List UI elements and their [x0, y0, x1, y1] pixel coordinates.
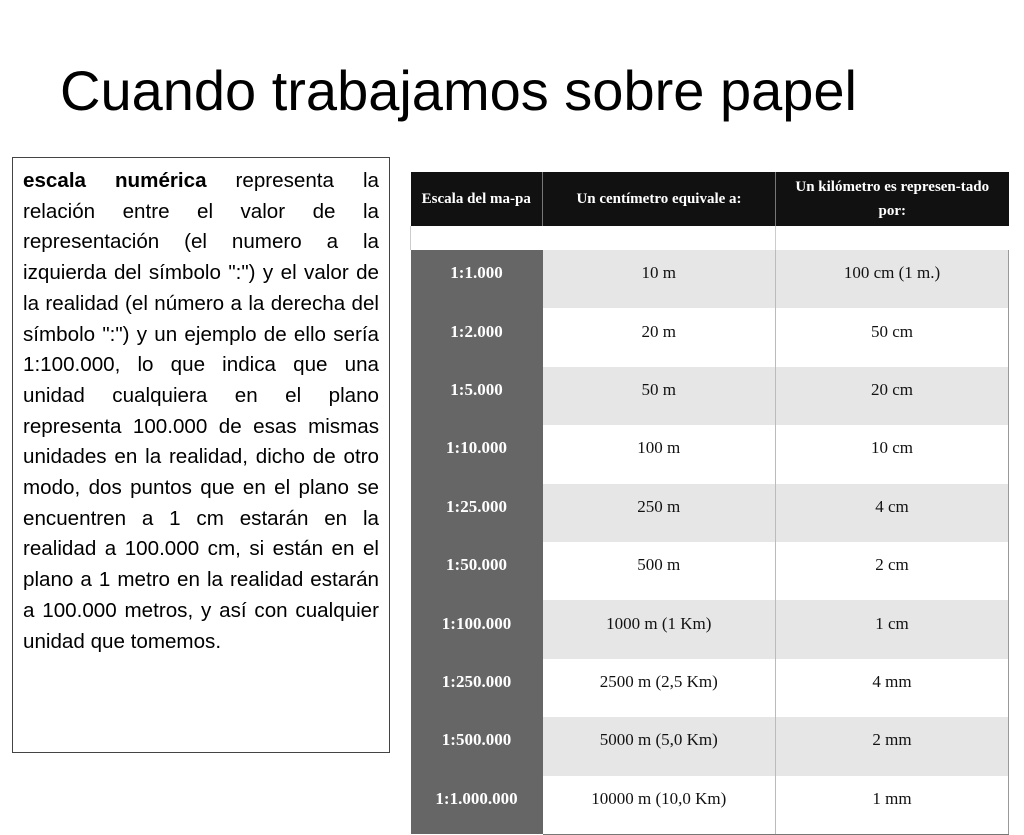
table-row [411, 776, 1009, 835]
scale-cell: 1:500.000 [411, 717, 543, 775]
scale-cell: 1:1.000 [411, 250, 543, 308]
kilometer-cell: 50 cm [776, 308, 1009, 366]
centimeter-cell: 2500 m (2,5 Km) [543, 659, 776, 717]
scale-cell: 1:100.000 [411, 600, 543, 658]
kilometer-cell: 2 cm [776, 542, 1009, 600]
kilometer-cell: 2 mm [776, 717, 1009, 775]
centimeter-cell: 20 m [543, 308, 776, 366]
scale-cell: 1:1.000.000 [411, 776, 543, 835]
centimeter-cell: 10000 m (10,0 Km) [543, 776, 776, 835]
centimeter-cell: 250 m [543, 484, 776, 542]
table-row [411, 659, 1009, 717]
scale-cell: 1:25.000 [411, 484, 543, 542]
centimeter-cell: 50 m [543, 367, 776, 425]
table-row [411, 308, 1009, 366]
kilometer-cell: 100 cm (1 m.) [776, 250, 1009, 308]
centimeter-cell: 1000 m (1 Km) [543, 600, 776, 658]
header-scale: Escala del ma-pa [411, 172, 543, 226]
kilometer-cell: 1 mm [776, 776, 1009, 835]
table-row [411, 542, 1009, 600]
scale-cell: 1:5.000 [411, 367, 543, 425]
table-row [411, 367, 1009, 425]
slide-title: Cuando trabajamos sobre papel [60, 59, 857, 122]
table-row [411, 600, 1009, 658]
centimeter-cell: 500 m [543, 542, 776, 600]
definition-body: representa la relación entre el valor de la representación (el numero a la izquierda del símbolo ":") y el valor de la realidad (el número a la derecha del símbolo ":") y un ejemplo de ello sería 1:100.000, lo que indica que una unidad cualquiera en el plano representa 100.000 de esas mismas unidades en la realidad, dicho de otro modo, dos puntos que en el plano se encuentren a 1 cm estarán en la realidad a 100.000 cm, si están en el plano a 1 metro en la realidad estarán a 100.000 metros, y así con cualquier unidad que tomemos. [23, 169, 379, 653]
table-row [411, 484, 1009, 542]
term-bold: escala numérica [23, 169, 207, 192]
header-kilometer: Un kilómetro es represen-tado por: [776, 172, 1009, 226]
centimeter-cell: 5000 m (5,0 Km) [543, 717, 776, 775]
centimeter-cell: 100 m [543, 425, 776, 483]
header-centimeter: Un centímetro equivale a: [543, 172, 776, 226]
scale-table [410, 172, 1009, 835]
kilometer-cell: 20 cm [776, 367, 1009, 425]
definition-text-box [12, 157, 390, 753]
table-row [411, 250, 1009, 308]
kilometer-cell: 10 cm [776, 425, 1009, 483]
table-row [411, 717, 1009, 775]
kilometer-cell: 1 cm [776, 600, 1009, 658]
centimeter-cell: 10 m [543, 250, 776, 308]
kilometer-cell: 4 mm [776, 659, 1009, 717]
table-spacer-row [411, 226, 1009, 250]
scale-cell: 1:2.000 [411, 308, 543, 366]
table-header-row [411, 172, 1009, 226]
table-row [411, 425, 1009, 483]
scale-cell: 1:10.000 [411, 425, 543, 483]
kilometer-cell: 4 cm [776, 484, 1009, 542]
scale-cell: 1:50.000 [411, 542, 543, 600]
scale-cell: 1:250.000 [411, 659, 543, 717]
